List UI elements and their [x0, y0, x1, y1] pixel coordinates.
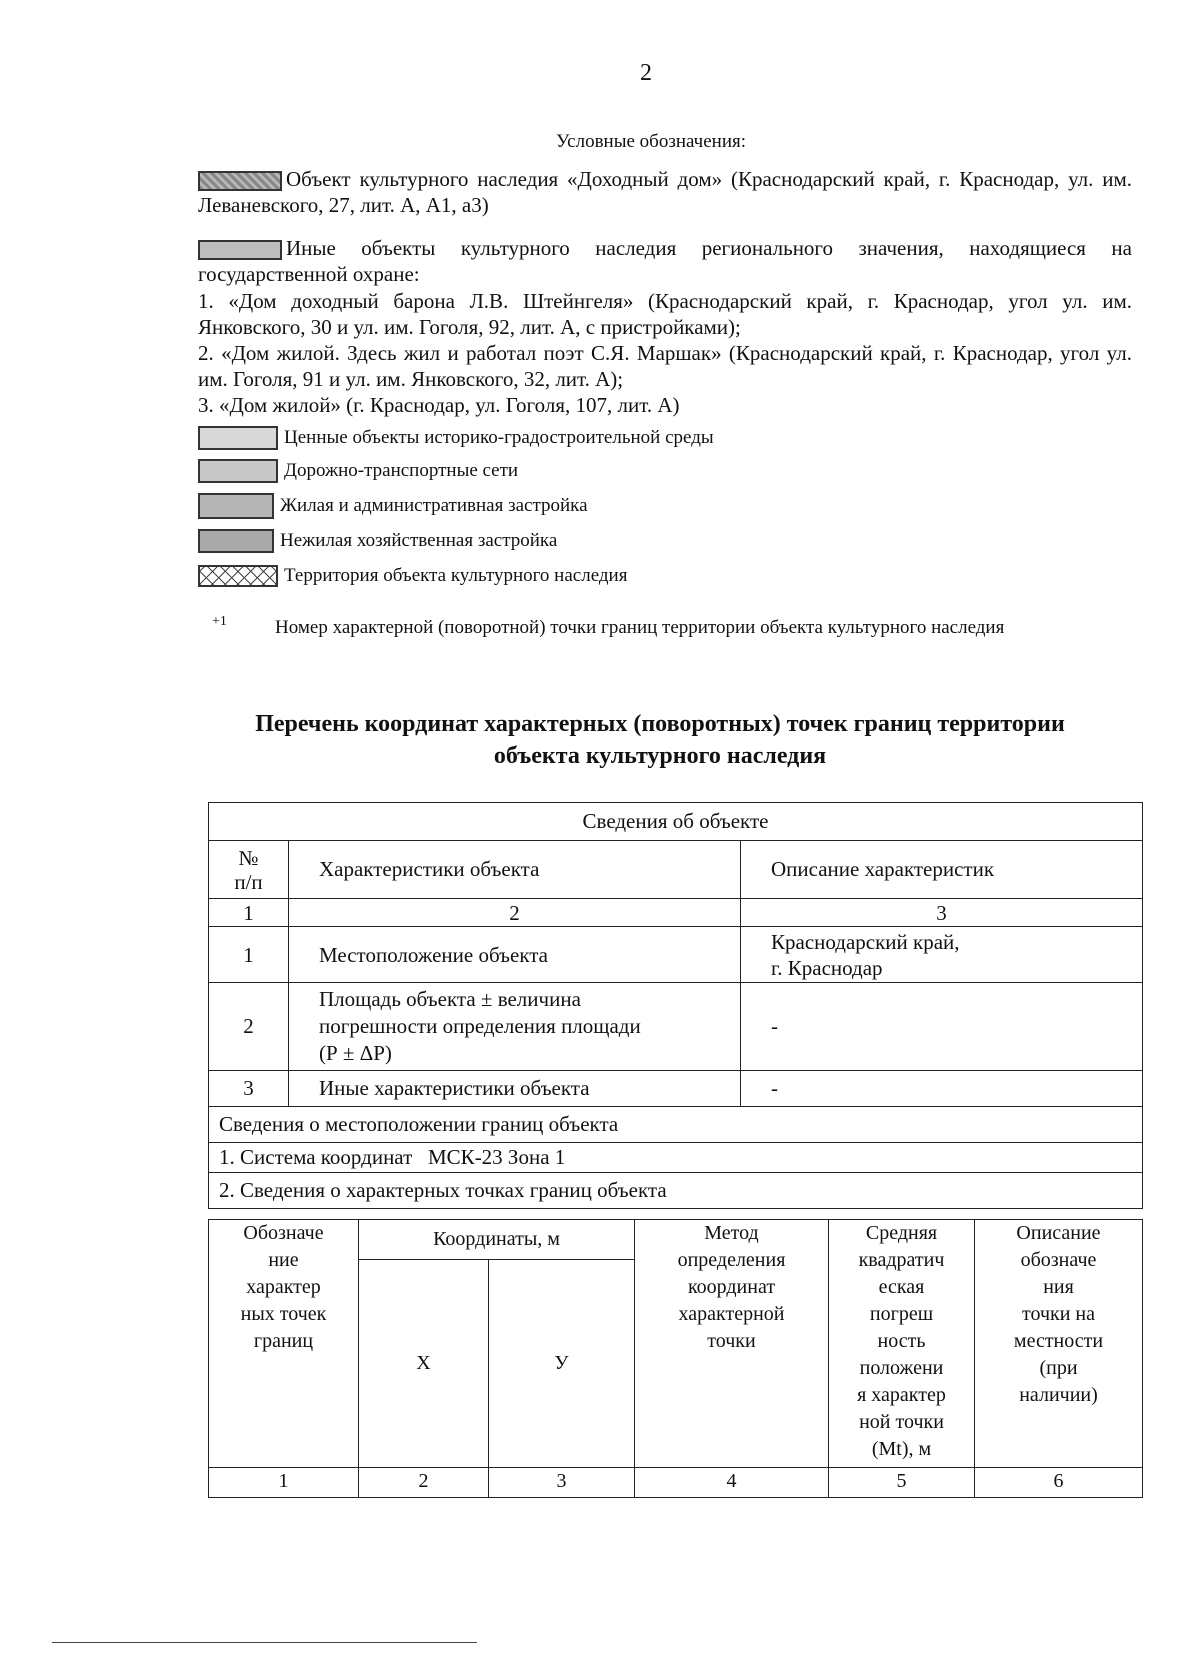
row-2-char-line-2: погрешности определения площади	[319, 1014, 641, 1038]
object-info-table	[208, 802, 1143, 1209]
legend-other-3: 3. «Дом жилой» (г. Краснодар, ул. Гоголя, 107, лит. А)	[198, 393, 680, 417]
row-2-char-line-1: Площадь объекта ± величина	[319, 987, 581, 1011]
row-2-num: 2	[209, 983, 289, 1071]
coords-col-4-line: координат	[687, 1276, 776, 1298]
coords-col-6-line: местности	[1013, 1330, 1104, 1352]
col-index-2: 2	[289, 899, 741, 927]
coords-col-5-line: Средняя	[865, 1222, 938, 1244]
legend-residential-text: Жилая и административная застройка	[280, 495, 588, 516]
coords-col-4-line: определения	[677, 1249, 786, 1271]
coords-col-5-line: ной точки	[859, 1411, 944, 1433]
legend-territory-text: Территория объекта культурного наследия	[284, 565, 628, 586]
legend-item-other	[198, 235, 1132, 287]
coords-col-5-line: положени	[859, 1357, 944, 1379]
object-swatch	[198, 171, 282, 191]
coords-col-6-line: точки на	[1021, 1303, 1096, 1325]
coords-col-1-line: Обозначе	[243, 1222, 324, 1244]
coords-col-6-line: (при	[1039, 1357, 1078, 1379]
coords-col-5-line: еская	[878, 1276, 925, 1298]
coords-col-5-header	[829, 1220, 975, 1468]
col-index-1: 1	[209, 899, 289, 927]
row-1-desc	[741, 927, 1143, 983]
point-number-icon: +1	[212, 614, 227, 629]
legend-nonresidential-text: Нежилая хозяйственная застройка	[280, 530, 558, 551]
coords-y-header: У	[489, 1260, 635, 1468]
legend-object-text: Объект культурного наследия «Доходный дом» (Краснодарский край, г. Краснодар, ул. им. Леваневского, 27, лит. А, А1, а3)	[198, 167, 1132, 217]
legend-item-residential	[198, 493, 588, 519]
legend-other-2: 2. «Дом жилой. Здесь жил и работал поэт С.Я. Маршак» (Краснодарский край, г. Краснодар, угол ул. им. Гоголя, 91 и ул. им. Янковского, 32, лит. А);	[198, 341, 1132, 391]
coords-header: Координаты, м	[359, 1220, 635, 1260]
heading-line-2: объекта культурного наследия	[493, 743, 827, 769]
row-2-char	[289, 983, 741, 1071]
other-objects-swatch	[198, 240, 282, 260]
footer-rule	[52, 1642, 477, 1643]
coords-x-header: X	[359, 1260, 489, 1468]
coords-col-5-line: (Mt), м	[871, 1438, 932, 1460]
coords-col-4-line: характерной	[678, 1303, 785, 1325]
coords-col-6-line: обозначе	[1020, 1249, 1097, 1271]
valuable-swatch	[198, 426, 278, 450]
col-num-label: №	[238, 845, 259, 870]
coords-col-4-line: точки	[707, 1330, 756, 1352]
coords-col-1-line: характер	[246, 1276, 321, 1298]
nonresidential-swatch	[198, 529, 274, 553]
legend-road-text: Дорожно-транспортные сети	[284, 460, 519, 481]
coords-index-2: 2	[359, 1468, 489, 1498]
coords-index-6: 6	[975, 1468, 1143, 1498]
points-info-row: 2. Сведения о характерных точках границ объекта	[209, 1173, 1143, 1209]
coords-col-4-line: Метод	[704, 1222, 759, 1244]
row-1-char: Местоположение объекта	[289, 927, 741, 983]
col-desc-header: Описание характеристик	[741, 841, 1143, 899]
coords-index-1: 1	[209, 1468, 359, 1498]
legend-item-object	[198, 166, 1132, 218]
row-3-desc: -	[741, 1071, 1143, 1107]
col-index-3: 3	[741, 899, 1143, 927]
legend-title: Условные обозначения:	[556, 131, 747, 152]
col-char-header: Характеристики объекта	[289, 841, 741, 899]
territory-swatch	[198, 565, 278, 587]
col-num-label-2: п/п	[234, 869, 263, 894]
page-number: 2	[640, 60, 652, 86]
section-object-header: Сведения об объекте	[209, 803, 1143, 841]
coords-col-5-line: квадратич	[858, 1249, 945, 1271]
coords-index-3: 3	[489, 1468, 635, 1498]
coords-index-5: 5	[829, 1468, 975, 1498]
coords-col-6-line: ния	[1043, 1276, 1074, 1298]
row-3-char: Иные характеристики объекта	[289, 1071, 741, 1107]
coords-col-6-line: Описание	[1016, 1222, 1101, 1244]
row-1-desc-line-2: г. Краснодар	[771, 955, 883, 980]
legend-item-nonresidential	[198, 528, 557, 554]
section-location-header: Сведения о местоположении границ объекта	[209, 1107, 1143, 1143]
coords-col-1-line: ние	[268, 1249, 299, 1271]
coords-col-5-line: я характер	[857, 1384, 946, 1406]
coords-col-5-line: ность	[877, 1330, 926, 1352]
legend-valuable-text: Ценные объекты историко-градостроительной среды	[284, 427, 714, 448]
coords-col-1-line: ных точек	[240, 1303, 327, 1325]
coords-col-1-line: границ	[253, 1330, 314, 1352]
legend-other-1: 1. «Дом доходный барона Л.В. Штейнгеля» (Краснодарский край, г. Краснодар, угол ул. им. Янковского, 30 и ул. им. Гоголя, 92, лит. А, с пристройками);	[198, 289, 1132, 339]
residential-swatch	[198, 493, 274, 519]
legend-other-intro: Иные объекты культурного наследия регионального значения, находящиеся на государственной охране:	[198, 236, 1132, 286]
coords-col-6-header	[975, 1220, 1143, 1468]
row-3-num: 3	[209, 1071, 289, 1107]
coords-col-5-line: погреш	[869, 1303, 934, 1325]
coordinates-table	[208, 1219, 1143, 1498]
page-heading	[190, 708, 1130, 772]
legend-item-valuable	[198, 425, 714, 451]
coords-col-4-header	[635, 1220, 829, 1468]
col-num-header	[209, 841, 289, 899]
row-1-num: 1	[209, 927, 289, 983]
row-1-desc-line-1: Краснодарский край,	[771, 929, 960, 954]
row-2-char-line-3: (Р ± ΔР)	[319, 1041, 392, 1065]
coords-col-6-line: наличии)	[1019, 1384, 1098, 1406]
legend-item-territory	[198, 563, 627, 589]
legend-item-road	[198, 458, 518, 484]
heading-line-1: Перечень координат характерных (поворотных) точек границ территории	[255, 711, 1065, 737]
row-2-desc: -	[741, 983, 1143, 1071]
coords-index-4: 4	[635, 1468, 829, 1498]
road-swatch	[198, 459, 278, 483]
coords-col-1-header	[209, 1220, 359, 1468]
coord-system-row: 1. Система координат МСК-23 Зона 1	[209, 1143, 1143, 1173]
legend-point-text: Номер характерной (поворотной) точки границ территории объекта культурного наследия	[275, 617, 1005, 638]
